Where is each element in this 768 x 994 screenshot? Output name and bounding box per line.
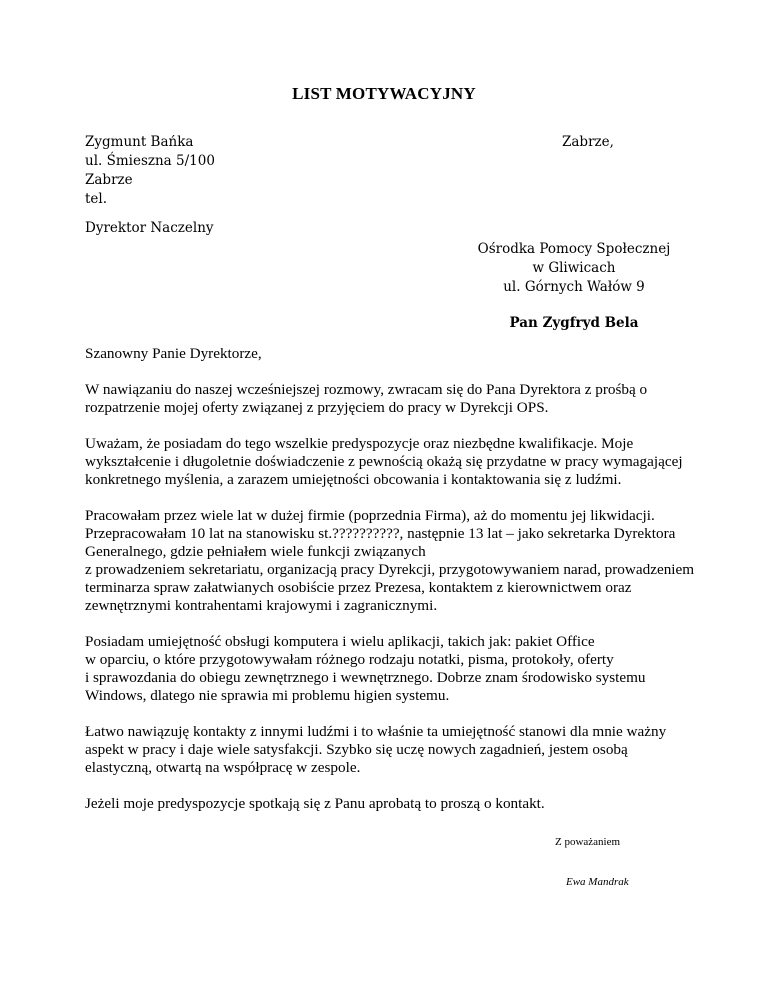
salutation: Szanowny Panie Dyrektorze, [85,345,262,362]
recipient-street: ul. Górnych Wałów 9 [503,279,645,295]
paragraph-line: W nawiązaniu do naszej wcześniejszej rozmowy, zwracam się do Pana Dyrektora z prośbą o [85,381,648,398]
paragraph-line: w oparciu, o które przygotowywałam różnego rodzaju notatki, pisma, protokoły, oferty [85,651,614,668]
signature-name: Ewa Mandrak [566,876,629,888]
paragraph-line: Posiadam umiejętność obsługi komputera i wielu aplikacji, takich jak: pakiet Office [85,633,595,650]
recipient-person: Pan Zygfryd Bela [509,315,639,331]
paragraph-line: Windows, dlatego nie sprawia mi problemu higien systemu. [85,687,450,704]
closing-phrase: Z poważaniem [555,836,621,848]
body-paragraph [85,795,725,813]
paragraph-line: aspekt w pracy i daje wiele satysfakcji. Szybko się uczę nowych zagadnień, jestem osobą [85,741,628,758]
paragraph-line: z prowadzeniem sekretariatu, organizacją pracy Dyrekcji, przygotowywaniem narad, prowadzeniem [85,561,695,578]
paragraph-line: Generalnego, gdzie pełniałem wiele funkcji związanych [85,543,426,560]
paragraph-line: wykształcenie i długoletnie doświadczenie z pewnością okażą się przydatne w pracy wymagającej [85,453,683,470]
paragraph-line: zewnętrznymi kontrahentami krajowymi i zagranicznymi. [85,597,438,614]
sender-phone: tel. [85,191,108,207]
body-paragraph [85,723,725,777]
director-label: Dyrektor Naczelny [85,220,214,236]
paragraph-line: Łatwo nawiązuję kontakty z innymi ludźmi i to właśnie ta umiejętność stanowi dla mnie ważny [85,723,667,740]
paragraph-line: elastyczną, otwartą na współpracę w zespole. [85,759,361,776]
sender-address-block [85,133,215,209]
letter-title: LIST MOTYWACYJNY [292,84,476,103]
sender-street: ul. Śmieszna 5/100 [85,153,215,169]
body-paragraph [85,507,725,615]
paragraph-line: rozpatrzenie mojej oferty związanej z przyjęciem do pracy w Dyrekcji OPS. [85,399,549,416]
paragraph-line: konkretnego myślenia, a zarazem umiejętności obcowania i kontaktowania się z ludźmi. [85,471,622,488]
paragraph-line: Jeżeli moje predyspozycje spotkają się z Panu aprobatą to proszą o kontakt. [85,795,545,812]
paragraph-line: terminarza spraw załatwianych osobiście przez Prezesa, kontaktem z kierownictwem oraz [85,579,632,596]
paragraph-line: Pracowałam przez wiele lat w dużej firmie (poprzednia Firma), aż do momentu jej likwidacji. [85,507,655,524]
letter-body [85,345,725,831]
body-paragraph [85,633,725,705]
paragraph-line: Przepracowałam 10 lat na stanowisku st.??????????, następnie 13 lat – jako sekretarka Dyrektora [85,525,676,542]
paragraph-line: Uważam, że posiadam do tego wszelkie predyspozycje oraz niezbędne kwalifikacje. Moje [85,435,634,452]
paragraph-line: i sprawozdania do obiegu zewnętrznego i wewnętrznego. Dobrze znam środowisko systemu [85,669,646,686]
letter-paragraphs [85,381,725,813]
recipient-city: w Gliwicach [532,260,616,276]
sender-name: Zygmunt Bańka [85,134,194,150]
body-paragraph [85,435,725,489]
body-paragraph [85,381,725,417]
sender-city: Zabrze [85,172,133,188]
recipient-address-block [470,240,678,333]
recipient-institution: Ośrodka Pomocy Społecznej [477,241,671,257]
letter-place-date: Zabrze, [562,134,614,150]
